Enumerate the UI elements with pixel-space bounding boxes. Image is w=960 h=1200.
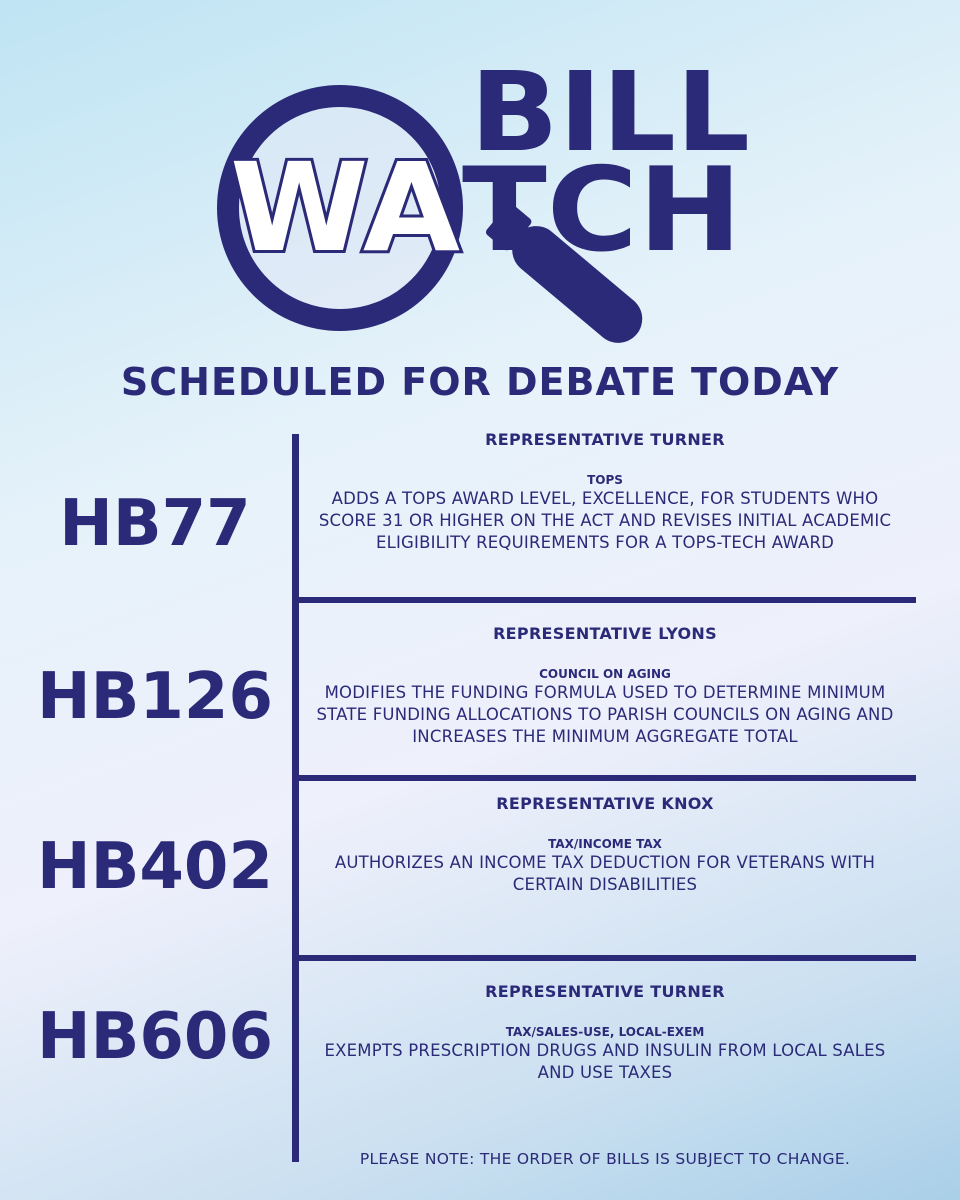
- row-divider: [292, 775, 916, 781]
- row-divider: [292, 597, 916, 603]
- logo-word-tch: TCH: [462, 143, 742, 278]
- bill-description: ADDS A TOPS AWARD LEVEL, EXCELLENCE, FOR STUDENTS WHO SCORE 31 OR HIGHER ON THE ACT AND REVISES INITIAL ACADEMIC ELIGIBILITY REQUIREMENTS FOR A TOPS-TECH AWARD: [318, 489, 892, 552]
- order-note: PLEASE NOTE: THE ORDER OF BILLS IS SUBJECT TO CHANGE.: [359, 1150, 851, 1168]
- representative-name: REPRESENTATIVE LYONS: [493, 624, 717, 643]
- bill-details: [305, 982, 905, 1084]
- bill-topic: COUNCIL ON AGING: [539, 667, 671, 681]
- vertical-divider: [292, 434, 299, 1162]
- magnifying-glass-icon: [0, 0, 960, 350]
- logo-word-wa: WA: [230, 137, 460, 279]
- bill-topic: TAX/SALES-USE, LOCAL-EXEM: [505, 1025, 705, 1039]
- bill-details: [305, 430, 905, 554]
- bill-number: HB606: [37, 1000, 273, 1074]
- row-divider: [292, 955, 916, 961]
- bill-topic: TAX/INCOME TAX: [548, 837, 662, 851]
- bill-description: EXEMPTS PRESCRIPTION DRUGS AND INSULIN FROM LOCAL SALES AND USE TAXES: [324, 1041, 886, 1082]
- representative-name: REPRESENTATIVE TURNER: [485, 430, 725, 449]
- bill-description: MODIFIES THE FUNDING FORMULA USED TO DETERMINE MINIMUM STATE FUNDING ALLOCATIONS TO PARISH COUNCILS ON AGING AND INCREASES THE MINIMUM AGGREGATE TOTAL: [316, 683, 894, 746]
- bill-number: HB126: [37, 660, 273, 734]
- representative-name: REPRESENTATIVE KNOX: [496, 794, 714, 813]
- bill-number: HB77: [59, 487, 251, 561]
- bill-watch-logo: [0, 0, 960, 350]
- bill-number: HB402: [37, 830, 273, 904]
- bill-topic: TOPS: [587, 473, 623, 487]
- bill-details: [305, 794, 905, 896]
- representative-name: REPRESENTATIVE TURNER: [485, 982, 725, 1001]
- bill-description: AUTHORIZES AN INCOME TAX DEDUCTION FOR VETERANS WITH CERTAIN DISABILITIES: [334, 853, 876, 894]
- page-title: SCHEDULED FOR DEBATE TODAY: [120, 360, 840, 404]
- bill-details: [305, 624, 905, 748]
- logo-word-bill: BILL: [470, 48, 750, 176]
